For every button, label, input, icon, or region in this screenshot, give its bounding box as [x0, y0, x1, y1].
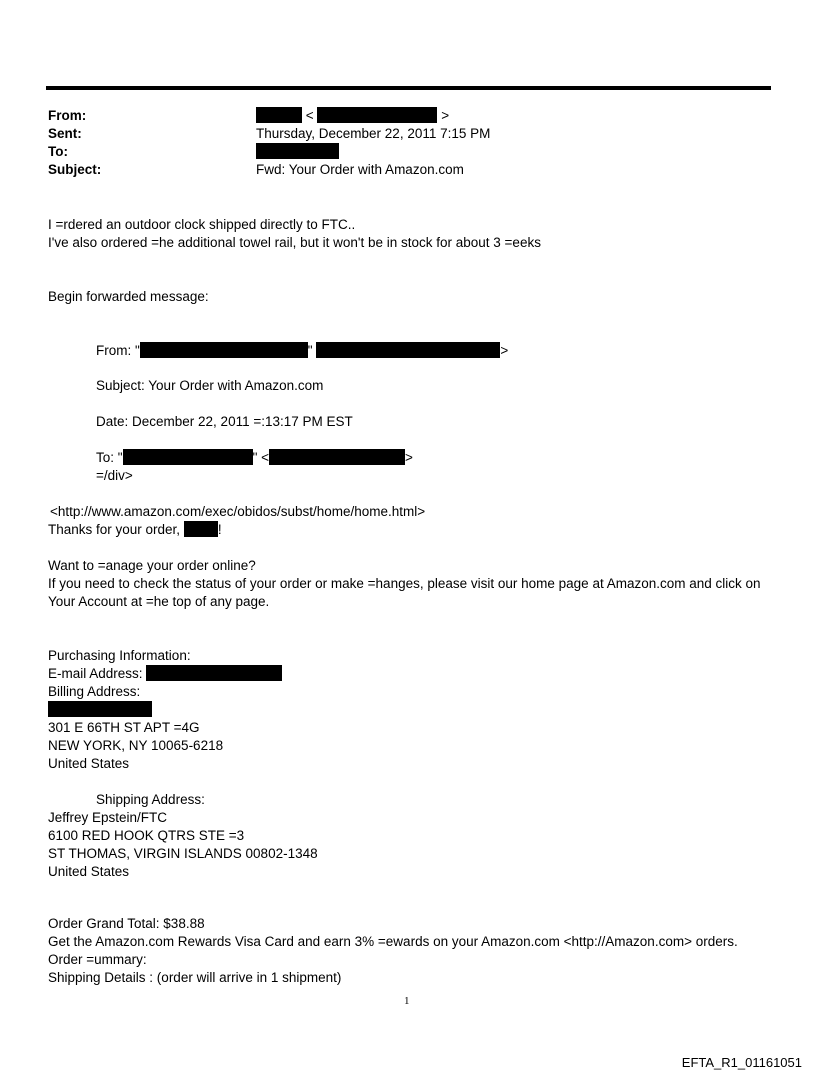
redaction-block [269, 449, 405, 465]
redaction-block [317, 107, 437, 123]
fwd-from-line: From: " " > [96, 343, 509, 358]
shipping-details: Shipping Details : (order will arrive in 1 shipment) [48, 970, 342, 985]
billing-line-2: NEW YORK, NY 10065-6218 [48, 738, 224, 753]
rewards-line: Get the Amazon.com Rewards Visa Card and earn 3% =ewards on your Amazon.com <http://Amazon.com> orders. [48, 934, 738, 949]
purchasing-info-label: Purchasing Information: [48, 648, 191, 663]
ship-line-1: 6100 RED HOOK QTRS STE =3 [48, 828, 245, 843]
grand-total: Order Grand Total: $38.88 [48, 916, 205, 931]
redaction-block [316, 342, 500, 358]
email-row: E-mail Address: [48, 665, 282, 683]
redaction-block [256, 107, 302, 123]
redaction-block [123, 449, 253, 465]
billing-name-row [48, 701, 152, 719]
bates-number: EFTA_R1_01161051 [681, 1055, 802, 1070]
to-label: To: [48, 144, 68, 159]
begin-forwarded: Begin forwarded message: [48, 289, 209, 304]
billing-line-1: 301 E 66TH ST APT =4G [48, 720, 200, 735]
redaction-block [140, 342, 308, 358]
fwd-subject: Subject: Your Order with Amazon.com [96, 378, 324, 393]
shipping-label: Shipping Address: [96, 792, 205, 807]
thanks-line: Thanks for your order, ! [48, 522, 222, 537]
header-rule [46, 86, 771, 90]
subject-value: Fwd: Your Order with Amazon.com [256, 162, 464, 177]
sent-label: Sent: [48, 126, 82, 141]
redaction-block [256, 143, 339, 159]
subject-label: Subject: [48, 162, 102, 177]
div-close-text: =/div> [96, 468, 133, 483]
billing-label: Billing Address: [48, 684, 141, 699]
page-number: 1 [404, 995, 410, 1007]
from-value: < > [256, 107, 449, 125]
amazon-home-link[interactable]: <http://www.amazon.com/exec/obidos/subst/home/home.html> [50, 504, 426, 519]
ship-name: Jeffrey Epstein/FTC [48, 810, 168, 825]
body-line-2: I've also ordered =he additional towel rail, but it won't be in stock for about 3 =eeks [48, 235, 541, 250]
body-line-1: I =rdered an outdoor clock shipped directly to FTC.. [48, 217, 356, 232]
fwd-date: Date: December 22, 2011 =:13:17 PM EST [96, 414, 353, 429]
from-label: From: [48, 108, 87, 123]
billing-line-3: United States [48, 756, 130, 771]
ship-line-2: ST THOMAS, VIRGIN ISLANDS 00802-1348 [48, 846, 318, 861]
manage-line-1: If you need to check the status of your order or make =hanges, please visit our home page at Amazon.com and click on [48, 576, 761, 591]
sent-value: Thursday, December 22, 2011 7:15 PM [256, 126, 491, 141]
redaction-block [48, 701, 152, 717]
fwd-to-line: To: " " < > [96, 450, 413, 465]
redaction-block [184, 521, 218, 537]
to-value [256, 143, 339, 161]
manage-line-2: Your Account at =he top of any page. [48, 594, 270, 609]
ship-line-3: United States [48, 864, 130, 879]
manage-question: Want to =anage your order online? [48, 558, 256, 573]
order-summary: Order =ummary: [48, 952, 147, 967]
redaction-block [146, 665, 282, 681]
